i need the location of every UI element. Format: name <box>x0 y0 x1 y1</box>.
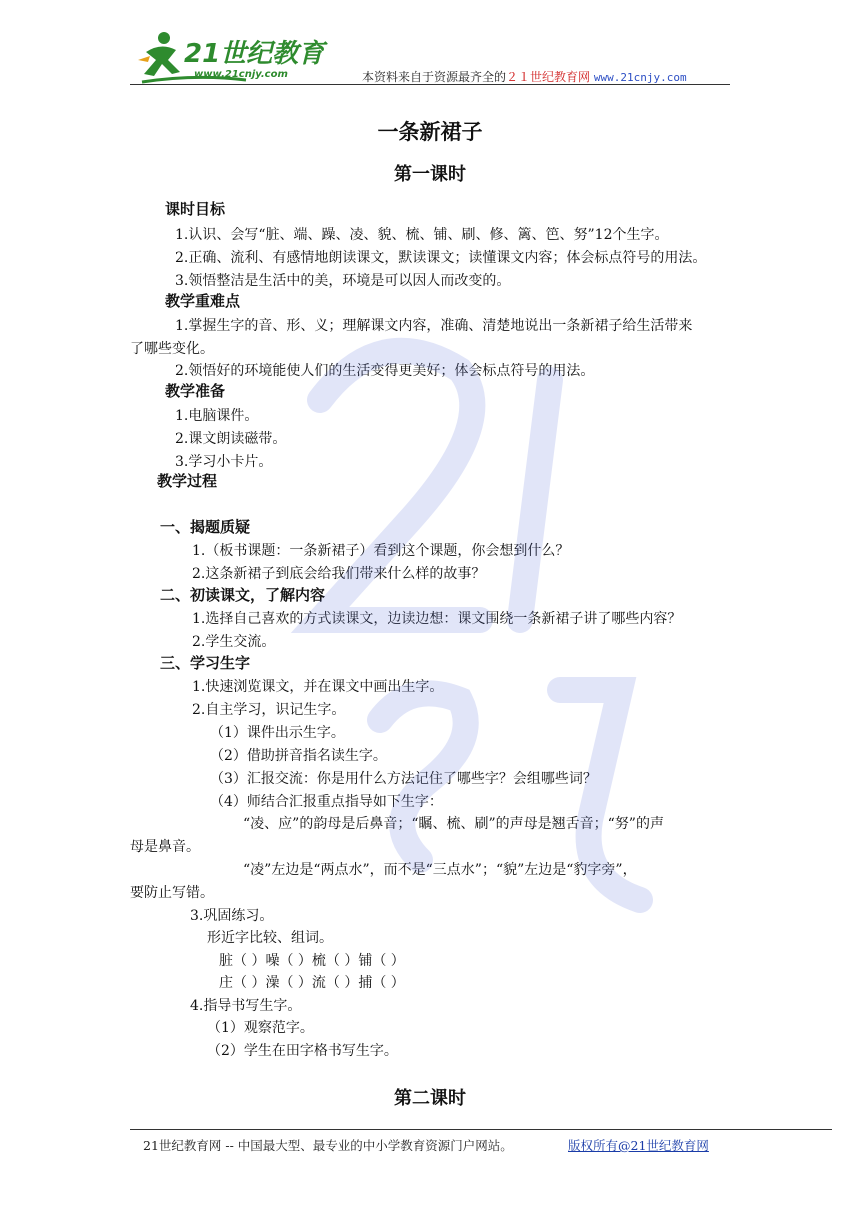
section-heading: 三、学习生字 <box>160 654 251 672</box>
lesson2-title: 第二课时 <box>394 1088 466 1109</box>
header-note <box>362 68 687 85</box>
body-line: 4.指导书写生字。 <box>190 998 302 1014</box>
body-line: （1）课件出示生字。 <box>210 725 345 741</box>
body-line: 1.快速浏览课文，并在课文中画出生字。 <box>192 679 444 695</box>
lesson1-title: 第一课时 <box>394 164 466 185</box>
body-line: （3）汇报交流：你是用什么方法记住了哪些字？会组哪些词？ <box>210 771 597 787</box>
body-line: 1.选择自己喜欢的方式读课文，边读边想：课文围绕一条新裙子讲了哪些内容？ <box>192 611 682 627</box>
body-line: 1.（板书课题：一条新裙子）看到这个课题，你会想到什么？ <box>192 543 570 559</box>
body-line: 3.学习小卡片。 <box>175 454 273 470</box>
body-line: 1.电脑课件。 <box>175 408 259 424</box>
body-line: 1.掌握生字的音、形、义；理解课文内容，准确、清楚地说出一条新裙子给生活带来 <box>175 318 693 334</box>
header-divider <box>130 84 730 85</box>
header-url-link[interactable]: www.21cnjy.com <box>593 71 687 84</box>
document-title: 一条新裙子 <box>377 120 483 144</box>
body-line: 母是鼻音。 <box>130 839 200 855</box>
footer-divider <box>130 1129 832 1130</box>
body-line: 了哪些变化。 <box>130 341 214 357</box>
footer-text: 21世纪教育网 -- 中国最大型、最专业的中小学教育资源门户网站。 <box>143 1138 513 1153</box>
body-line: 庄（ ）澡（ ）流（ ）捕（ ） <box>219 975 405 991</box>
body-line: （1）观察范字。 <box>207 1020 314 1036</box>
header-brand-link[interactable]: ２１世纪教育网 <box>506 70 591 84</box>
body-line: 脏（ ）噪（ ）梳（ ）铺（ ） <box>219 953 405 969</box>
body-line: 3.领悟整洁是生活中的美，环境是可以因人而改变的。 <box>175 273 511 289</box>
body-line: “凌”左边是“两点水”，而不是“三点水”；“貌”左边是“豹字旁”， <box>243 862 637 878</box>
body-line: 形近字比较、组词。 <box>207 930 333 946</box>
footer-copyright-link[interactable]: 版权所有@21世纪教育网 <box>568 1138 709 1153</box>
site-logo <box>136 30 336 88</box>
body-line: 2.正确、流利、有感情地朗读课文，默读课文；读懂课文内容；体会标点符号的用法。 <box>175 250 707 266</box>
body-line: “凌、应”的韵母是后鼻音；“瞩、梳、刷”的声母是翘舌音；“努”的声 <box>243 816 664 832</box>
header-note-prefix: 本资料来自于资源最齐全的 <box>362 70 507 84</box>
section-heading: 教学过程 <box>157 472 218 490</box>
body-line: 要防止写错。 <box>130 885 214 901</box>
body-line: 2.领悟好的环境能使人们的生活变得更美好；体会标点符号的用法。 <box>175 363 595 379</box>
body-line: （2）学生在田字格书写生字。 <box>207 1043 398 1059</box>
section-heading: 课时目标 <box>165 200 226 218</box>
section-heading: 教学准备 <box>165 382 226 400</box>
body-line: （4）师结合汇报重点指导如下生字： <box>210 794 443 810</box>
body-line: 2.自主学习，识记生字。 <box>192 702 346 718</box>
section-heading: 一、揭题质疑 <box>160 518 251 536</box>
logo-url: www.21cnjy.com <box>194 69 288 80</box>
body-line: 2.学生交流。 <box>192 634 276 650</box>
body-line: （2）借助拼音指名读生字。 <box>210 748 387 764</box>
section-heading: 二、初读课文，了解内容 <box>160 586 326 604</box>
section-heading: 教学重难点 <box>165 292 241 310</box>
body-line: 2.这条新裙子到底会给我们带来什么样的故事？ <box>192 566 486 582</box>
body-line: 2.课文朗读磁带。 <box>175 431 287 447</box>
body-line: 1.认识、会写“脏、端、躁、凌、貌、梳、铺、刷、修、篱、笆、努”12个生字。 <box>175 227 669 243</box>
body-line: 3.巩固练习。 <box>190 908 274 924</box>
logo-text: 21世纪教育 <box>184 39 325 69</box>
